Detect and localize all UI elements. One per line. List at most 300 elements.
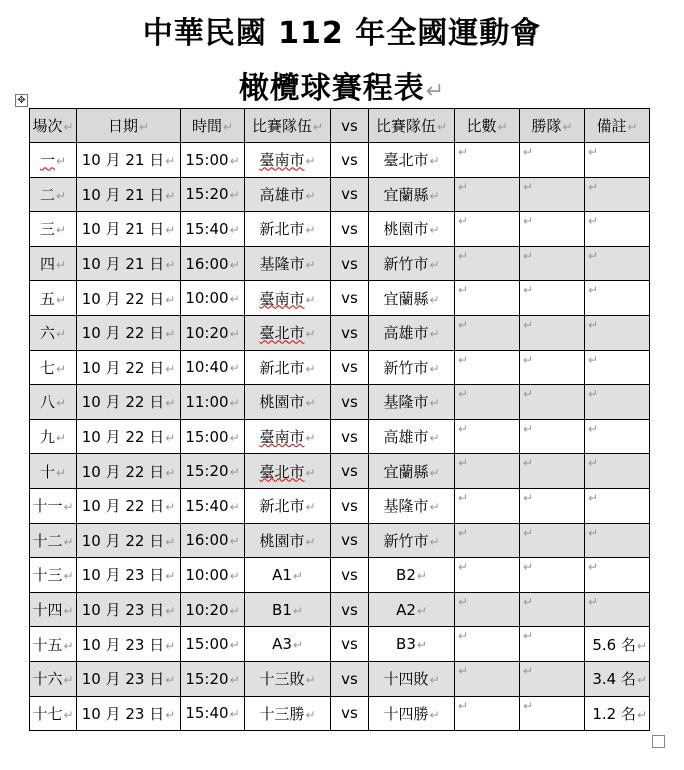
winner-cell[interactable]	[520, 281, 585, 316]
note-cell[interactable]	[585, 315, 650, 350]
paragraph-mark-icon: ↵	[292, 568, 303, 583]
note-cell[interactable]	[585, 281, 650, 316]
match-number-cell[interactable]	[30, 246, 77, 281]
match-number-text: 八	[39, 393, 55, 412]
winner-cell[interactable]	[520, 523, 585, 558]
vs-cell[interactable]	[331, 627, 369, 662]
team-a-cell[interactable]	[245, 315, 331, 350]
winner-cell[interactable]	[520, 246, 585, 281]
paragraph-mark-icon: ↵	[63, 534, 74, 549]
score-cell[interactable]	[455, 661, 520, 696]
winner-cell[interactable]	[520, 454, 585, 489]
time-text: 15:20	[185, 185, 229, 204]
match-number-cell[interactable]	[30, 212, 77, 247]
time-text: 10:20	[185, 323, 229, 342]
paragraph-mark-icon: ↵	[458, 663, 469, 678]
time-cell[interactable]	[181, 454, 245, 489]
team-b-text: 十四勝	[383, 704, 429, 723]
paragraph-mark-icon: ↵	[429, 361, 440, 376]
paragraph-mark-icon: ↵	[229, 568, 240, 583]
paragraph-mark-icon: ↵	[229, 465, 240, 480]
team-a-text: 基隆市	[259, 255, 305, 274]
paragraph-mark-icon: ↵	[523, 490, 534, 505]
column-header[interactable]	[181, 109, 245, 143]
team-a-cell[interactable]	[245, 143, 331, 178]
team-a-cell[interactable]	[245, 627, 331, 662]
time-cell[interactable]	[181, 143, 245, 178]
column-header-label: vs	[341, 116, 358, 135]
team-a-text: 臺南市	[259, 428, 305, 447]
team-b-cell[interactable]	[369, 315, 455, 350]
paragraph-mark-icon: ↵	[458, 352, 469, 367]
time-cell[interactable]	[181, 350, 245, 385]
paragraph-mark-icon: ↵	[458, 698, 469, 713]
date-cell[interactable]	[77, 281, 181, 316]
score-cell[interactable]	[455, 592, 520, 627]
team-b-cell[interactable]	[369, 488, 455, 523]
paragraph-mark-icon: ↵	[305, 361, 316, 376]
paragraph-mark-icon: ↵	[229, 534, 240, 549]
date-cell[interactable]	[77, 696, 181, 731]
score-cell[interactable]	[455, 419, 520, 454]
column-header[interactable]	[455, 109, 520, 143]
column-header-label: 比數	[466, 117, 497, 135]
note-cell[interactable]	[585, 212, 650, 247]
paragraph-mark-icon: ↵	[523, 629, 534, 644]
team-a-cell[interactable]	[245, 246, 331, 281]
date-cell[interactable]	[77, 454, 181, 489]
paragraph-mark-icon: ↵	[63, 500, 74, 515]
vs-cell[interactable]	[331, 315, 369, 350]
paragraph-mark-icon: ↵	[165, 188, 176, 203]
note-cell[interactable]	[585, 385, 650, 420]
team-a-text: 新北市	[259, 358, 305, 377]
document-subtitle	[0, 63, 684, 107]
column-header[interactable]	[331, 109, 369, 143]
vs-cell[interactable]	[331, 246, 369, 281]
team-b-cell[interactable]	[369, 696, 455, 731]
paragraph-mark-icon: ↵	[458, 214, 469, 229]
winner-cell[interactable]	[520, 350, 585, 385]
date-cell[interactable]	[77, 350, 181, 385]
paragraph-mark-icon: ↵	[305, 465, 316, 480]
paragraph-mark-icon: ↵	[458, 179, 469, 194]
score-cell[interactable]	[455, 177, 520, 212]
winner-cell[interactable]	[520, 385, 585, 420]
winner-cell[interactable]	[520, 177, 585, 212]
paragraph-mark-icon: ↵	[588, 490, 599, 505]
team-a-cell[interactable]	[245, 454, 331, 489]
vs-cell[interactable]	[331, 592, 369, 627]
winner-cell[interactable]	[520, 696, 585, 731]
table-row	[30, 212, 650, 247]
note-cell[interactable]	[585, 246, 650, 281]
paragraph-mark-icon: ↵	[588, 179, 599, 194]
time-cell[interactable]	[181, 315, 245, 350]
team-a-cell[interactable]	[245, 488, 331, 523]
match-number-cell[interactable]	[30, 488, 77, 523]
score-cell[interactable]	[455, 696, 520, 731]
match-number-cell[interactable]	[30, 281, 77, 316]
score-cell[interactable]	[455, 143, 520, 178]
date-text: 10 月 22 日	[81, 393, 165, 412]
team-b-cell[interactable]	[369, 558, 455, 593]
date-cell[interactable]	[77, 558, 181, 593]
vs-text: vs	[341, 358, 358, 377]
match-number-cell[interactable]	[30, 454, 77, 489]
team-a-text: 十三敗	[259, 670, 305, 689]
paragraph-mark-icon: ↵	[229, 188, 240, 203]
paragraph-mark-icon: ↵	[627, 120, 638, 134]
match-number-text: 十六	[32, 670, 63, 689]
vs-cell[interactable]	[331, 350, 369, 385]
vs-cell[interactable]	[331, 143, 369, 178]
paragraph-mark-icon: ↵	[55, 396, 67, 411]
winner-cell[interactable]	[520, 143, 585, 178]
match-number-cell[interactable]	[30, 315, 77, 350]
table-row	[30, 454, 650, 489]
paragraph-mark-icon: ↵	[55, 361, 67, 376]
paragraph-mark-icon: ↵	[588, 352, 599, 367]
paragraph-mark-icon: ↵	[305, 673, 316, 688]
paragraph-mark-icon: ↵	[292, 638, 303, 653]
time-cell[interactable]	[181, 627, 245, 662]
paragraph-mark-icon: ↵	[458, 421, 469, 436]
match-number-cell[interactable]	[30, 143, 77, 178]
date-cell[interactable]	[77, 177, 181, 212]
paragraph-mark-icon: ↵	[458, 456, 469, 471]
score-cell[interactable]	[455, 212, 520, 247]
vs-text: vs	[341, 600, 358, 619]
team-b-cell[interactable]	[369, 419, 455, 454]
paragraph-mark-icon: ↵	[588, 248, 599, 263]
paragraph-mark-icon: ↵	[55, 292, 67, 307]
table-row	[30, 558, 650, 593]
paragraph-mark-icon: ↵	[63, 569, 74, 584]
column-header[interactable]	[520, 109, 585, 143]
note-cell[interactable]	[585, 661, 650, 696]
paragraph-mark-icon: ↵	[523, 594, 534, 609]
column-header[interactable]	[245, 109, 331, 143]
team-b-cell[interactable]	[369, 281, 455, 316]
paragraph-mark-icon: ↵	[229, 430, 240, 445]
vs-cell[interactable]	[331, 558, 369, 593]
team-b-cell[interactable]	[369, 212, 455, 247]
paragraph-mark-icon: ↵	[165, 154, 176, 169]
paragraph-mark-icon: ↵	[292, 603, 303, 618]
time-cell[interactable]	[181, 592, 245, 627]
paragraph-mark-icon: ↵	[523, 352, 534, 367]
paragraph-mark-icon: ↵	[429, 154, 440, 169]
date-text: 10 月 23 日	[81, 566, 165, 585]
paragraph-mark-icon: ↵	[429, 223, 440, 238]
team-a-cell[interactable]	[245, 212, 331, 247]
column-header-label: 時間	[191, 117, 222, 135]
winner-cell[interactable]	[520, 592, 585, 627]
paragraph-mark-icon: ↵	[429, 292, 440, 307]
date-text: 10 月 21 日	[81, 255, 165, 274]
date-text: 10 月 22 日	[81, 462, 165, 481]
date-cell[interactable]	[77, 419, 181, 454]
note-cell[interactable]	[585, 350, 650, 385]
time-text: 15:00	[185, 427, 229, 446]
vs-cell[interactable]	[331, 385, 369, 420]
date-cell[interactable]	[77, 385, 181, 420]
column-header[interactable]	[369, 109, 455, 143]
note-cell[interactable]	[585, 143, 650, 178]
winner-cell[interactable]	[520, 315, 585, 350]
match-number-cell[interactable]	[30, 661, 77, 696]
team-b-text: 宜蘭縣	[383, 462, 429, 481]
match-number-cell[interactable]	[30, 177, 77, 212]
vs-cell[interactable]	[331, 454, 369, 489]
note-cell[interactable]	[585, 523, 650, 558]
team-b-cell[interactable]	[369, 246, 455, 281]
winner-cell[interactable]	[520, 558, 585, 593]
paragraph-mark-icon: ↵	[165, 465, 176, 480]
time-cell[interactable]	[181, 212, 245, 247]
vs-cell[interactable]	[331, 488, 369, 523]
team-b-text: B2	[396, 565, 416, 584]
date-cell[interactable]	[77, 315, 181, 350]
paragraph-mark-icon: ↵	[165, 534, 176, 549]
team-a-cell[interactable]	[245, 696, 331, 731]
match-number-cell[interactable]	[30, 419, 77, 454]
paragraph-mark-icon: ↵	[229, 638, 240, 653]
match-number-cell[interactable]	[30, 696, 77, 731]
column-header-label: 備註	[596, 117, 627, 135]
score-cell[interactable]	[455, 246, 520, 281]
team-a-cell[interactable]	[245, 661, 331, 696]
paragraph-mark-icon: ↵	[523, 456, 534, 471]
date-text: 10 月 22 日	[81, 428, 165, 447]
team-b-text: 基隆市	[383, 497, 429, 516]
time-cell[interactable]	[181, 523, 245, 558]
time-cell[interactable]	[181, 281, 245, 316]
vs-cell[interactable]	[331, 281, 369, 316]
team-a-text: 新北市	[259, 497, 305, 516]
note-cell[interactable]	[585, 488, 650, 523]
date-cell[interactable]	[77, 143, 181, 178]
team-a-cell[interactable]	[245, 281, 331, 316]
note-text: 5.6 名	[592, 635, 636, 654]
time-cell[interactable]	[181, 385, 245, 420]
paragraph-mark-icon: ↵	[222, 120, 234, 134]
paragraph-mark-icon: ↵	[523, 179, 534, 194]
match-number-text: 六	[39, 324, 55, 343]
paragraph-mark-icon: ↵	[429, 465, 440, 480]
match-number-text: 五	[39, 289, 55, 308]
paragraph-mark-icon: ↵	[165, 569, 176, 584]
paragraph-mark-icon: ↵	[305, 292, 316, 307]
date-cell[interactable]	[77, 488, 181, 523]
team-b-cell[interactable]	[369, 592, 455, 627]
time-cell[interactable]	[181, 246, 245, 281]
vs-text: vs	[341, 254, 358, 273]
paragraph-mark-icon: ↵	[229, 153, 240, 168]
paragraph-mark-icon: ↵	[229, 672, 240, 687]
vs-cell[interactable]	[331, 523, 369, 558]
table-row	[30, 696, 650, 731]
match-number-text: 十四	[32, 601, 63, 620]
team-a-text: 新北市	[259, 220, 305, 239]
paragraph-mark-icon: ↵	[588, 525, 599, 540]
document-title	[0, 8, 684, 52]
team-b-cell[interactable]	[369, 177, 455, 212]
vs-text: vs	[341, 185, 358, 204]
team-b-cell[interactable]	[369, 627, 455, 662]
team-b-text: B3	[396, 635, 416, 654]
paragraph-mark-icon: ↵	[588, 560, 599, 575]
date-cell[interactable]	[77, 627, 181, 662]
paragraph-mark-icon: ↵	[429, 188, 440, 203]
column-header[interactable]	[585, 109, 650, 143]
paragraph-mark-icon: ↵	[63, 673, 74, 688]
score-cell[interactable]	[455, 315, 520, 350]
time-text: 16:00	[185, 531, 229, 550]
time-cell[interactable]	[181, 696, 245, 731]
table-row	[30, 488, 650, 523]
vs-text: vs	[341, 219, 358, 238]
team-a-cell[interactable]	[245, 558, 331, 593]
date-cell[interactable]	[77, 212, 181, 247]
team-a-text: A1	[272, 565, 292, 584]
date-text: 10 月 22 日	[81, 289, 165, 308]
paragraph-mark-icon: ↵	[55, 465, 67, 480]
team-b-cell[interactable]	[369, 143, 455, 178]
team-b-text: 桃園市	[383, 220, 429, 239]
match-number-cell[interactable]	[30, 350, 77, 385]
team-b-cell[interactable]	[369, 350, 455, 385]
team-a-text: A3	[272, 635, 292, 654]
column-header[interactable]	[77, 109, 181, 143]
table-row	[30, 419, 650, 454]
score-cell[interactable]	[455, 488, 520, 523]
match-number-cell[interactable]	[30, 592, 77, 627]
match-number-cell[interactable]	[30, 627, 77, 662]
paragraph-mark-icon: ↵	[523, 317, 534, 332]
column-header-label: 比賽隊伍	[251, 117, 312, 135]
match-number-cell[interactable]	[30, 385, 77, 420]
team-b-cell[interactable]	[369, 523, 455, 558]
date-cell[interactable]	[77, 661, 181, 696]
date-cell[interactable]	[77, 592, 181, 627]
note-cell[interactable]	[585, 177, 650, 212]
match-number-cell[interactable]	[30, 523, 77, 558]
table-move-handle-icon[interactable]: ✥	[15, 94, 28, 107]
vs-text: vs	[341, 323, 358, 342]
score-cell[interactable]	[455, 350, 520, 385]
score-cell[interactable]	[455, 558, 520, 593]
time-text: 15:20	[185, 669, 229, 688]
paragraph-mark-icon: ↵	[523, 421, 534, 436]
column-header-label: 勝隊	[531, 117, 562, 135]
time-cell[interactable]	[181, 419, 245, 454]
date-text: 10 月 23 日	[81, 704, 165, 723]
vs-cell[interactable]	[331, 212, 369, 247]
winner-cell[interactable]	[520, 661, 585, 696]
paragraph-mark-icon: ↵	[229, 292, 240, 307]
paragraph-mark-icon: ↵	[458, 283, 469, 298]
paragraph-mark-icon: ↵	[636, 673, 647, 688]
winner-cell[interactable]	[520, 212, 585, 247]
team-b-cell[interactable]	[369, 385, 455, 420]
team-b-text: 臺北市	[383, 151, 429, 170]
winner-cell[interactable]	[520, 627, 585, 662]
date-cell[interactable]	[77, 523, 181, 558]
table-row	[30, 627, 650, 662]
paragraph-mark-icon: ↵	[55, 258, 67, 273]
table-row	[30, 661, 650, 696]
team-a-cell[interactable]	[245, 385, 331, 420]
team-b-text: 宜蘭縣	[383, 289, 429, 308]
time-cell[interactable]	[181, 488, 245, 523]
vs-cell[interactable]	[331, 696, 369, 731]
score-cell[interactable]	[455, 385, 520, 420]
team-b-cell[interactable]	[369, 454, 455, 489]
time-text: 10:40	[185, 358, 229, 377]
team-b-cell[interactable]	[369, 661, 455, 696]
note-cell[interactable]	[585, 696, 650, 731]
team-a-cell[interactable]	[245, 177, 331, 212]
time-cell[interactable]	[181, 661, 245, 696]
winner-cell[interactable]	[520, 488, 585, 523]
paragraph-mark-icon: ↵	[588, 214, 599, 229]
paragraph-mark-icon: ↵	[523, 698, 534, 713]
team-a-cell[interactable]	[245, 419, 331, 454]
team-b-text: 十四敗	[383, 670, 429, 689]
paragraph-mark-icon: ↵	[523, 387, 534, 402]
paragraph-mark-icon: ↵	[562, 120, 573, 134]
vs-cell[interactable]	[331, 419, 369, 454]
vs-text: vs	[341, 289, 358, 308]
team-a-cell[interactable]	[245, 523, 331, 558]
paragraph-mark-icon: ↵	[458, 560, 469, 575]
match-number-cell[interactable]	[30, 558, 77, 593]
time-text: 10:20	[185, 600, 229, 619]
score-cell[interactable]	[455, 523, 520, 558]
note-cell[interactable]	[585, 558, 650, 593]
note-cell[interactable]	[585, 592, 650, 627]
match-number-text: 十	[39, 462, 55, 481]
paragraph-mark-icon: ↵	[416, 568, 427, 583]
team-b-text: 高雄市	[383, 428, 429, 447]
note-cell[interactable]	[585, 419, 650, 454]
note-cell[interactable]	[585, 627, 650, 662]
time-cell[interactable]	[181, 177, 245, 212]
team-a-cell[interactable]	[245, 350, 331, 385]
team-a-cell[interactable]	[245, 592, 331, 627]
score-cell[interactable]	[455, 627, 520, 662]
paragraph-mark-icon: ↵	[229, 395, 240, 410]
winner-cell[interactable]	[520, 419, 585, 454]
column-header[interactable]	[30, 109, 77, 143]
date-cell[interactable]	[77, 246, 181, 281]
vs-cell[interactable]	[331, 177, 369, 212]
score-cell[interactable]	[455, 281, 520, 316]
score-cell[interactable]	[455, 454, 520, 489]
table-resize-handle[interactable]	[652, 735, 665, 748]
date-text: 10 月 22 日	[81, 358, 165, 377]
note-cell[interactable]	[585, 454, 650, 489]
vs-cell[interactable]	[331, 661, 369, 696]
date-text: 10 月 23 日	[81, 635, 165, 654]
vs-text: vs	[341, 427, 358, 446]
paragraph-mark-icon: ↵	[588, 594, 599, 609]
paragraph-mark-icon: ↵	[458, 317, 469, 332]
time-cell[interactable]	[181, 558, 245, 593]
time-text: 15:40	[185, 219, 229, 238]
